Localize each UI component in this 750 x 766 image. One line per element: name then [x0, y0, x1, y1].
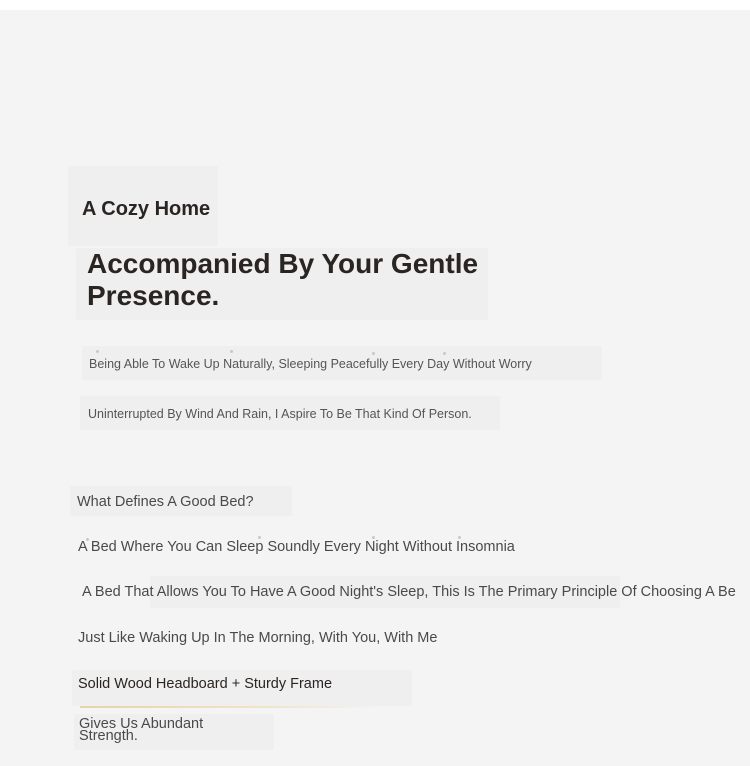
- speck: [96, 350, 99, 353]
- top-bar: [0, 0, 750, 10]
- feature-item-5: Gives Us Abundant Strength.: [79, 716, 204, 744]
- feature-item-4: Solid Wood Headboard + Sturdy Frame: [78, 676, 333, 692]
- page-title: Accompanied By Your Gentle Presence.: [87, 248, 479, 311]
- feature-underline: [80, 706, 380, 708]
- eyebrow-title: A Cozy Home: [82, 198, 211, 220]
- feature-item-2: A Bed That Allows You To Have A Good Night's Sleep, This Is The Primary Principle Of Choosing A Be: [82, 584, 736, 600]
- speck: [230, 350, 233, 353]
- feature-item-1: A Bed Where You Can Sleep Soundly Every Night Without Insomnia: [78, 539, 515, 555]
- speck: [443, 352, 446, 355]
- feature-question: What Defines A Good Bed?: [77, 494, 254, 510]
- hero-line-2: Uninterrupted By Wind And Rain, I Aspire To Be That Kind Of Person.: [88, 407, 472, 421]
- speck: [372, 352, 375, 355]
- hero-section: [0, 10, 750, 766]
- hero-line-1: Being Able To Wake Up Naturally, Sleeping Peacefully Every Day Without Worry: [89, 357, 532, 371]
- feature-item-3: Just Like Waking Up In The Morning, With You, With Me: [78, 630, 438, 646]
